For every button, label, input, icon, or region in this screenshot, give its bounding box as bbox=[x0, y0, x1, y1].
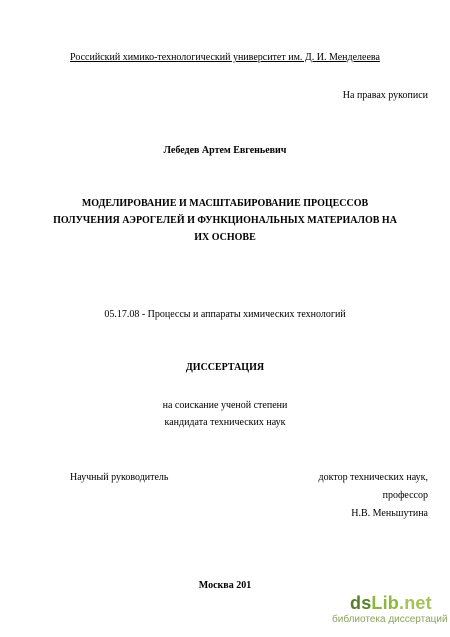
rights-note: На правах рукописи bbox=[342, 90, 428, 101]
document-type: ДИССЕРТАЦИЯ bbox=[185, 362, 265, 373]
watermark-subtitle: библиотека диссертаций bbox=[332, 614, 448, 625]
title-line: ИХ ОСНОВЕ bbox=[194, 232, 256, 243]
specialty-code: 05.17.08 - Процессы и аппараты химических технологий bbox=[104, 309, 346, 320]
supervisor-degree: доктор технических наук, bbox=[318, 472, 428, 483]
university-name: Российский химико-технологический университет им. Д. И. Менделеева bbox=[70, 52, 380, 63]
title-line: МОДЕЛИРОВАНИЕ И МАСШТАБИРОВАНИЕ ПРОЦЕССОВ bbox=[81, 198, 369, 209]
supervisor-title: профессор bbox=[382, 490, 428, 501]
supervisor-name: Н.В. Меньшутина bbox=[351, 508, 428, 519]
author-name: Лебедев Артем Евгеньевич bbox=[163, 145, 287, 156]
degree-line: кандидата технических наук bbox=[164, 417, 286, 428]
dslib-logo: dsLib.net bbox=[350, 593, 432, 613]
dslib-watermark[interactable] bbox=[332, 592, 448, 632]
city-year: Москва 201 bbox=[198, 580, 252, 591]
supervisor-label: Научный руководитель bbox=[70, 472, 169, 483]
title-line: ПОЛУЧЕНИЯ АЭРОГЕЛЕЙ И ФУНКЦИОНАЛЬНЫХ МАТЕРИАЛОВ НА bbox=[53, 215, 397, 226]
degree-line: на соискание ученой степени bbox=[162, 400, 288, 411]
